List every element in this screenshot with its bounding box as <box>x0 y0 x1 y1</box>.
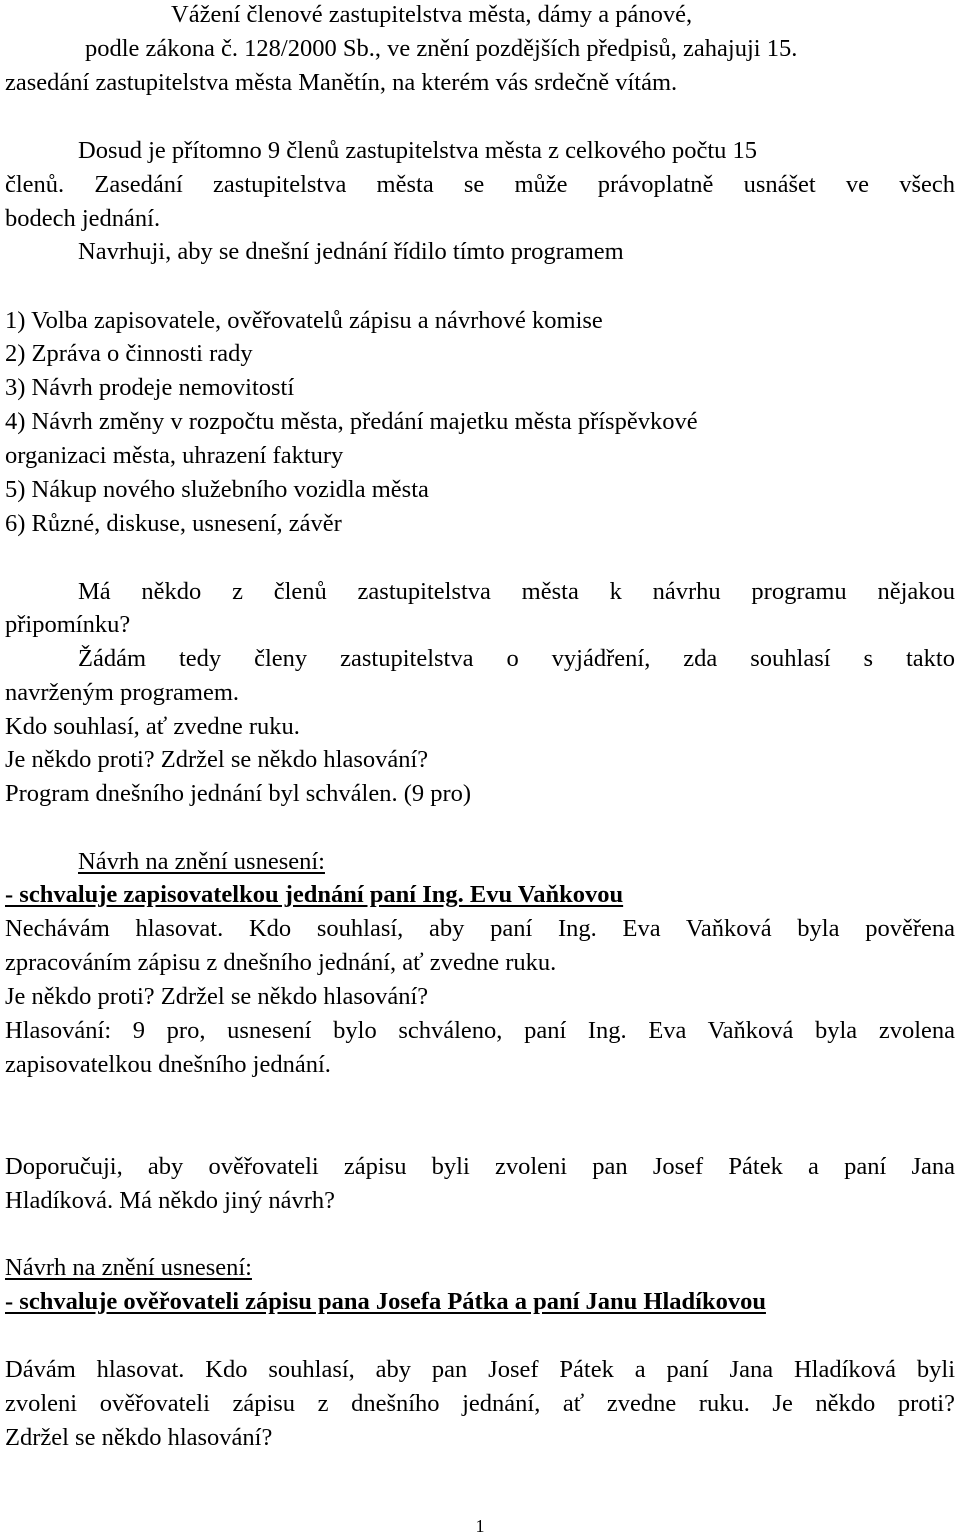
verifiers-proposal-line: Doporučuji, aby ověřovateli zápisu byli zvoleni pan Josef Pátek a paní Jana <box>5 1153 955 1180</box>
agenda-item: 4) Návrh změny v rozpočtu města, předání majetku města příspěvkové <box>5 408 698 435</box>
resolution-vote-line: zpracováním zápisu z dnešního jednání, ať zvedne ruku. <box>5 949 557 976</box>
agenda-item: 2) Zpráva o činnosti rady <box>5 340 253 367</box>
vote-result-line: Hlasování: 9 pro, usnesení bylo schváleno, paní Ing. Eva Vaňková byla zvolena <box>5 1017 955 1044</box>
opening-line: podle zákona č. 128/2000 Sb., ve znění pozdějších předpisů, zahajuji 15. <box>85 35 798 62</box>
vote-call-line: Kdo souhlasí, ať zvedne ruku. <box>5 713 300 740</box>
resolution-text: - schvaluje ověřovateli zápisu pana Josefa Pátka a paní Janu Hladíkovou <box>5 1288 766 1315</box>
vote-result-line: zapisovatelkou dnešního jednání. <box>5 1051 331 1078</box>
vote-against-line: Je někdo proti? Zdržel se někdo hlasování? <box>5 746 429 773</box>
resolution-vote-line: Dávám hlasovat. Kdo souhlasí, aby pan Josef Pátek a paní Jana Hladíková byli <box>5 1356 955 1383</box>
program-approval-line: Žádám tedy členy zastupitelstva o vyjádření, zda souhlasí s takto <box>78 645 955 672</box>
program-approval-line: navrženým programem. <box>5 679 240 706</box>
vote-against-line: Zdržel se někdo hlasování? <box>5 1424 273 1451</box>
quorum-line: členů. Zasedání zastupitelstva města se může právoplatně usnášet ve všech <box>5 171 955 198</box>
document-page <box>5 0 955 1537</box>
vote-against-line: Je někdo proti? Zdržel se někdo hlasování? <box>5 983 429 1010</box>
program-result-line: Program dnešního jednání byl schválen. (9 pro) <box>5 780 472 807</box>
agenda-item: 1) Volba zapisovatele, ověřovatelů zápisu a návrhové komise <box>5 307 603 334</box>
resolution-heading: Návrh na znění usnesení: <box>5 1254 252 1281</box>
verifiers-proposal-line: Hladíková. Má někdo jiný návrh? <box>5 1187 335 1214</box>
program-question-line: Má někdo z členů zastupitelstva města k návrhu programu nějakou <box>78 578 955 605</box>
greeting-line: Vážení členové zastupitelstva města, dámy a pánové, <box>171 1 693 28</box>
resolution-vote-line: zvoleni ověřovateli zápisu z dnešního jednání, ať zvedne ruku. Je někdo proti? <box>5 1390 955 1417</box>
agenda-item: 3) Návrh prodeje nemovitostí <box>5 374 295 401</box>
agenda-item: 6) Různé, diskuse, usnesení, závěr <box>5 510 342 537</box>
program-proposal-line: Navrhuji, aby se dnešní jednání řídilo tímto programem <box>78 238 624 265</box>
page-number: 1 <box>475 1516 485 1536</box>
agenda-item: 5) Nákup nového služebního vozidla města <box>5 476 429 503</box>
quorum-line: bodech jednání. <box>5 205 161 232</box>
program-question-line: připomínku? <box>5 611 131 638</box>
resolution-heading: Návrh na znění usnesení: <box>78 848 325 875</box>
quorum-line: Dosud je přítomno 9 členů zastupitelstva města z celkového počtu 15 <box>78 137 758 164</box>
resolution-vote-line: Nechávám hlasovat. Kdo souhlasí, aby paní Ing. Eva Vaňková byla pověřena <box>5 915 955 942</box>
opening-line: zasedání zastupitelstva města Manětín, na kterém vás srdečně vítám. <box>5 69 678 96</box>
agenda-item-continuation: organizaci města, uhrazení faktury <box>5 442 344 469</box>
resolution-text: - schvaluje zapisovatelkou jednání paní Ing. Evu Vaňkovou <box>5 881 624 908</box>
